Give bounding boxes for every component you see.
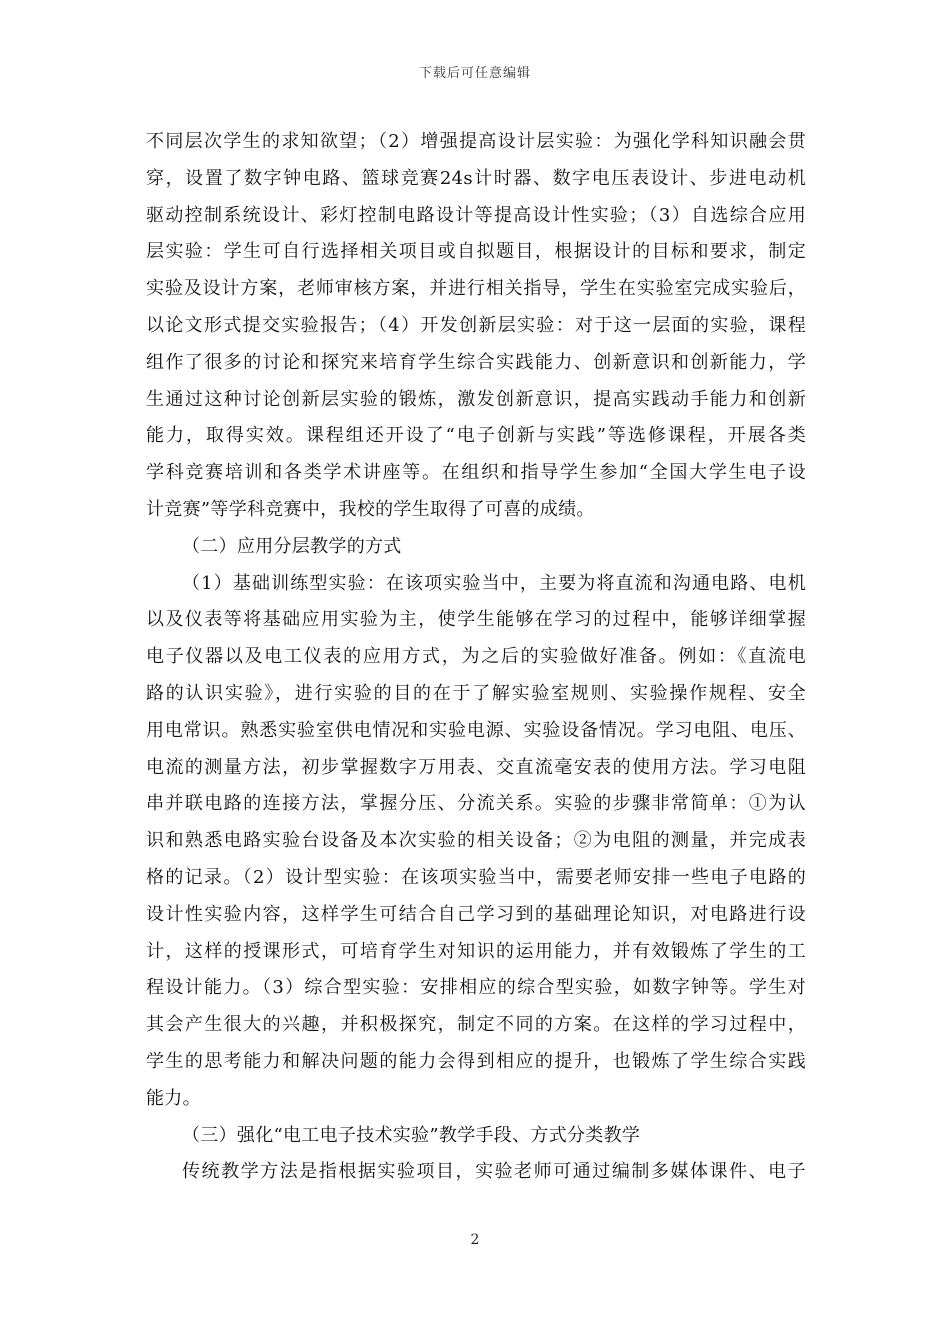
text-line: 程设计能力。（3）综合型实验：安排相应的综合型实验，如数字钟等。学生对 bbox=[146, 977, 806, 999]
text-line: 组作了很多的讨论和探究来培育学生综合实践能力、创新意识和创新能力，学 bbox=[146, 351, 806, 373]
text-line: 串并联电路的连接方法，掌握分压、分流关系。实验的步骤非常简单：①为认 bbox=[146, 793, 806, 815]
text-line: 层实验：学生可自行选择相关项目或自拟题目，根据设计的目标和要求，制定 bbox=[146, 241, 806, 263]
text-line: 学生的思考能力和解决问题的能力会得到相应的提升，也锻炼了学生综合实践 bbox=[146, 1050, 806, 1072]
text-line: 设计性实验内容，这样学生可结合自己学习到的基础理论知识，对电路进行设 bbox=[146, 903, 806, 925]
text-line: 用电常识。熟悉实验室供电情况和实验电源、实验设备情况。学习电阻、电压、 bbox=[146, 719, 806, 741]
text-line: 以及仪表等将基础应用实验为主，使学生能够在学习的过程中，能够详细掌握 bbox=[146, 609, 806, 631]
text-line: 格的记录。（2）设计型实验：在该项实验当中，需要老师安排一些电子电路的 bbox=[146, 866, 806, 888]
page-header: 下载后可任意编辑 bbox=[418, 66, 531, 81]
text-line: 驱动控制系统设计、彩灯控制电路设计等提高设计性实验；（3）自选综合应用 bbox=[146, 204, 806, 226]
text-line: 不同层次学生的求知欲望；（2）增强提高设计层实验：为强化学科知识融会贯 bbox=[146, 131, 806, 152]
text-line: 学科竞赛培训和各类学术讲座等。在组织和指导学生参加“全国大学生电子设 bbox=[146, 462, 806, 484]
text-line: 计，这样的授课形式，可培育学生对知识的运用能力，并有效锻炼了学生的工 bbox=[146, 940, 806, 962]
text-line: 计竞赛”等学科竞赛中，我校的学生取得了可喜的成绩。 bbox=[146, 498, 595, 520]
text-line: 穿，设置了数字钟电路、篮球竞赛24s计时器、数字电压表设计、步进电动机 bbox=[146, 167, 806, 189]
text-line: 电流的测量方法，初步掌握数字万用表、交直流毫安表的使用方法。学习电阻 bbox=[146, 756, 806, 778]
page-number: 2 bbox=[470, 1232, 480, 1248]
text-line: 能力。 bbox=[146, 1087, 201, 1109]
document-body bbox=[146, 124, 806, 1191]
text-line: 电子仪器以及电工仪表的应用方式，为之后的实验做好准备。例如：《直流电 bbox=[146, 646, 806, 668]
text-line: 识和熟悉电路实验台设备及本次实验的相关设备；②为电阻的测量，并完成表 bbox=[146, 830, 806, 852]
text-line: 能力，取得实效。课程组还开设了“电子创新与实践”等选修课程，开展各类 bbox=[146, 425, 806, 447]
text-line: 路的认识实验》，进行实验的目的在于了解实验室规则、实验操作规程、安全 bbox=[146, 682, 806, 704]
text-line: 传统教学方法是指根据实验项目，实验老师可通过编制多媒体课件、电子 bbox=[182, 1161, 806, 1183]
text-line: （三）强化“电工电子技术实验”教学手段、方式分类教学 bbox=[182, 1124, 641, 1146]
text-line: 生通过这种讨论创新层实验的锻炼，激发创新意识，提高实践动手能力和创新 bbox=[146, 388, 806, 410]
text-line: 实验及设计方案，老师审核方案，并进行相关指导，学生在实验室完成实验后， bbox=[146, 278, 806, 300]
text-line: 其会产生很大的兴趣，并积极探究，制定不同的方案。在这样的学习过程中， bbox=[146, 1014, 806, 1036]
text-line: （二）应用分层教学的方式 bbox=[182, 535, 402, 557]
text-line: （1）基础训练型实验：在该项实验当中，主要为将直流和沟通电路、电机 bbox=[182, 572, 806, 594]
text-line: 以论文形式提交实验报告；（4）开发创新层实验：对于这一层面的实验，课程 bbox=[146, 314, 806, 336]
